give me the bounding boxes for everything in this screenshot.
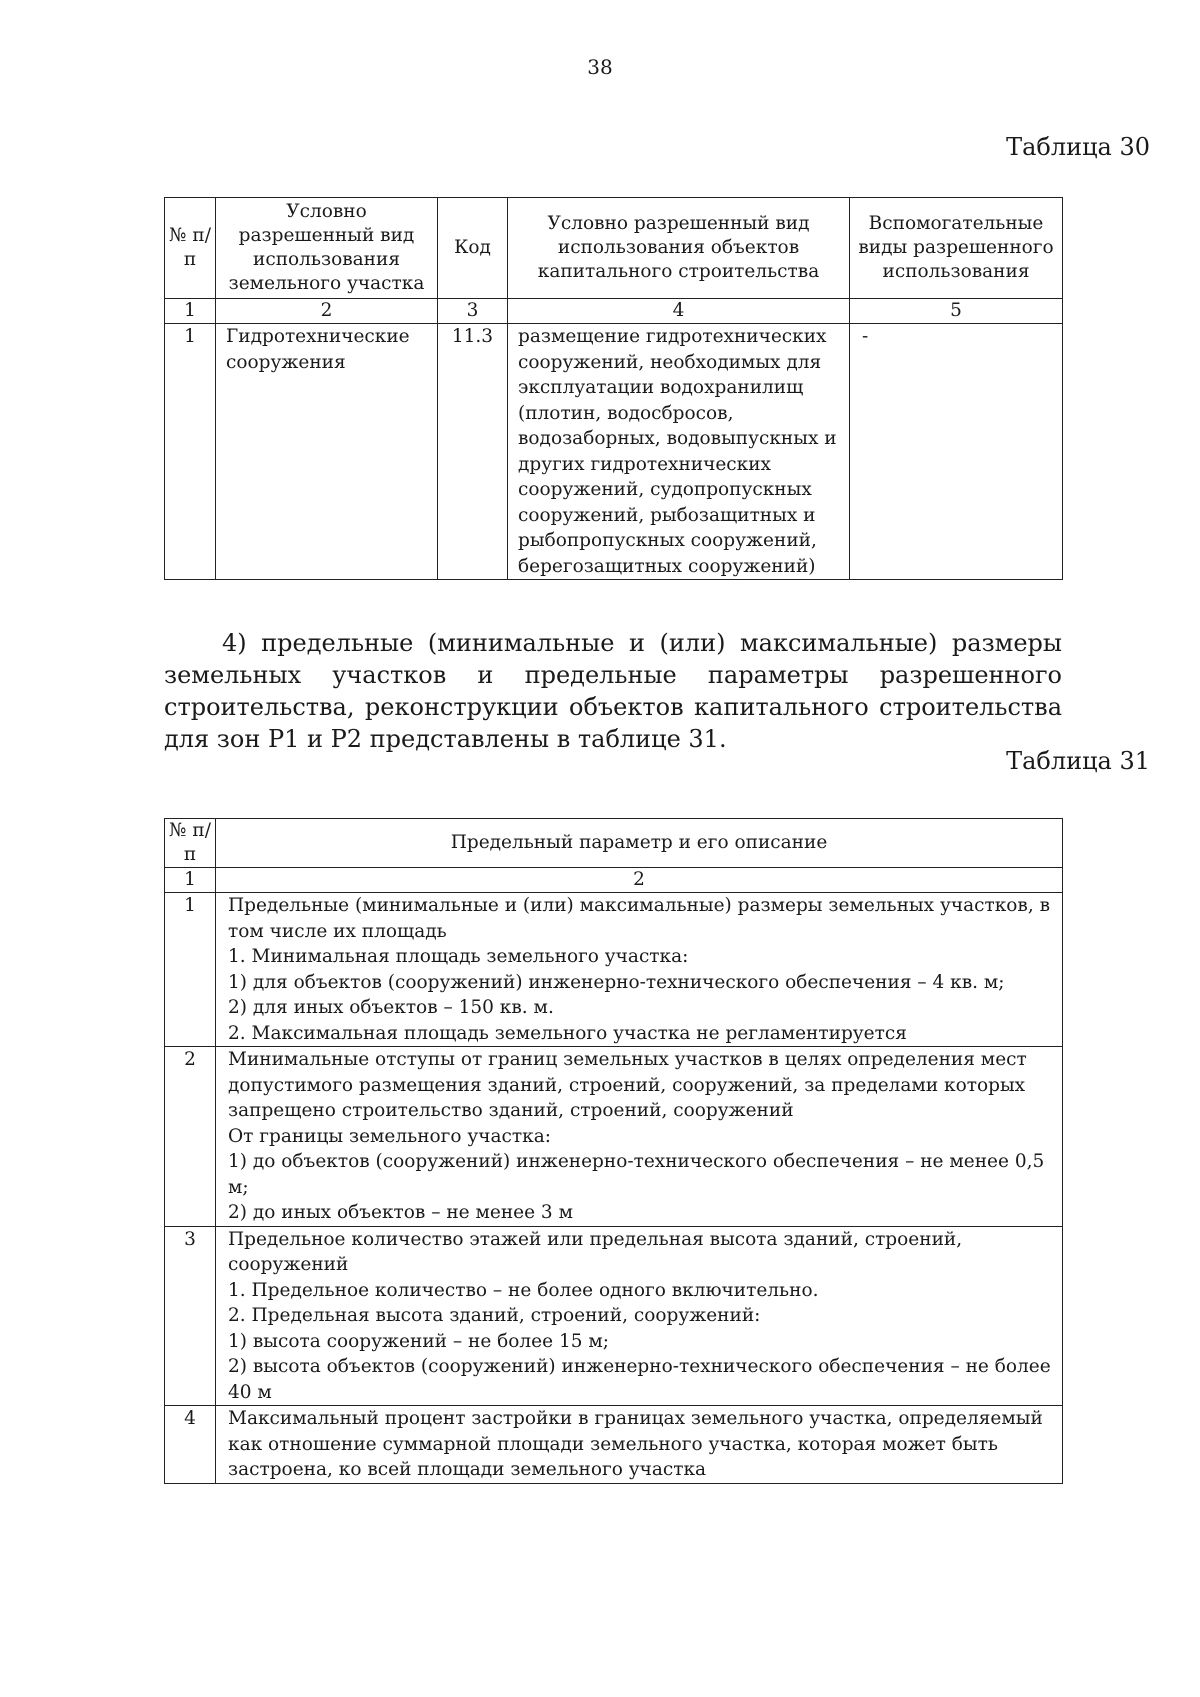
- table-30-column-numbers: [165, 299, 1063, 324]
- header-land-use: Условно разрешенный вид использования земельного участка: [216, 198, 438, 299]
- header-number: № п/п: [165, 198, 216, 299]
- table-row: [165, 1406, 1063, 1484]
- page-number: 38: [587, 55, 613, 79]
- description-line: Максимальный процент застройки в границах земельного участка, определяемый как отношение суммарной площади земельного участка, которая может быть застроена, ко всей площади земельного участка: [228, 1408, 1043, 1480]
- description-line: 1) до объектов (сооружений) инженерно-технического обеспечения – не менее 0,5 м;: [228, 1151, 1045, 1198]
- description-line: 1) высота сооружений – не более 15 м;: [228, 1330, 609, 1352]
- row-number: 1: [165, 324, 216, 580]
- body-paragraph: 4) предельные (минимальные и (или) максимальные) размеры земельных участков и предельные параметры разрешенного строительства, реконструкции объектов капитального строительства для зон Р1 и Р2 представлены в таблице 31.: [164, 629, 1062, 753]
- land-use-cell: Гидротехнические сооружения: [216, 324, 438, 580]
- row-number: 4: [165, 1406, 216, 1484]
- header-parameter: Предельный параметр и его описание: [216, 819, 1063, 868]
- parameter-description: [216, 1047, 1063, 1227]
- description-line: Минимальные отступы от границ земельных участков в целях определения мест допустимого размещения зданий, строений, сооружений, за пределами которых запрещено строительство зданий, строений, сооружений: [228, 1049, 1027, 1121]
- parameter-description: [216, 1226, 1063, 1406]
- table-row: [165, 893, 1063, 1047]
- column-number: 4: [508, 299, 850, 324]
- column-number: 1: [165, 299, 216, 324]
- header-code: Код: [438, 198, 508, 299]
- table-row: [165, 1047, 1063, 1227]
- column-number: 5: [850, 299, 1063, 324]
- description-line: 1. Минимальная площадь земельного участка:: [228, 946, 689, 967]
- table-31-caption: Таблица 31: [1006, 747, 1150, 775]
- description-line: 2. Максимальная площадь земельного участка не регламентируется: [228, 1022, 907, 1044]
- row-number: 1: [165, 893, 216, 1047]
- column-number: 1: [165, 868, 216, 893]
- parameter-description: [216, 1406, 1063, 1484]
- description-line: Предельные (минимальные и (или) максимальные) размеры земельных участков, в том числе их площадь: [228, 895, 1051, 942]
- table-31-column-numbers: [165, 868, 1063, 893]
- description-line: 2. Предельная высота зданий, строений, сооружений:: [228, 1305, 761, 1326]
- capital-use-cell: размещение гидротехнических сооружений, необходимых для эксплуатации водохранилищ (плотин, водосбросов, водозаборных, водовыпускных и других гидротехнических сооружений, судопропускных сооружений, рыбозащитных и рыбопропускных сооружений, берегозащитных сооружений): [508, 324, 850, 580]
- table-row: [165, 1226, 1063, 1406]
- auxiliary-cell: -: [850, 324, 1063, 580]
- code-cell: 11.3: [438, 324, 508, 580]
- table-30-header-row: [165, 198, 1063, 299]
- table-row: [165, 324, 1063, 580]
- description-line: Предельное количество этажей или предельная высота зданий, строений, сооружений: [228, 1228, 963, 1275]
- table-30-caption: Таблица 30: [1006, 133, 1150, 161]
- column-number: 2: [216, 868, 1063, 893]
- parameter-description: [216, 893, 1063, 1047]
- description-line: 1) для объектов (сооружений) инженерно-технического обеспечения – 4 кв. м;: [228, 971, 1005, 993]
- description-line: 2) высота объектов (сооружений) инженерно-технического обеспечения – не более 40 м: [228, 1356, 1051, 1403]
- row-number: 2: [165, 1047, 216, 1227]
- description-line: 2) для иных объектов – 150 кв. м.: [228, 997, 554, 1018]
- description-line: 1. Предельное количество – не более одного включительно.: [228, 1279, 819, 1301]
- row-number: 3: [165, 1226, 216, 1406]
- table-31: [164, 818, 1063, 1484]
- description-line: От границы земельного участка:: [228, 1125, 551, 1147]
- column-number: 3: [438, 299, 508, 324]
- header-capital-use: Условно разрешенный вид использования объектов капитального строительства: [508, 198, 850, 299]
- column-number: 2: [216, 299, 438, 324]
- table-30: [164, 197, 1063, 580]
- description-line: 2) до иных объектов – не менее 3 м: [228, 1202, 573, 1223]
- header-number: № п/п: [165, 819, 216, 868]
- header-auxiliary: Вспомогательные виды разрешенного использования: [850, 198, 1063, 299]
- table-31-header-row: [165, 819, 1063, 868]
